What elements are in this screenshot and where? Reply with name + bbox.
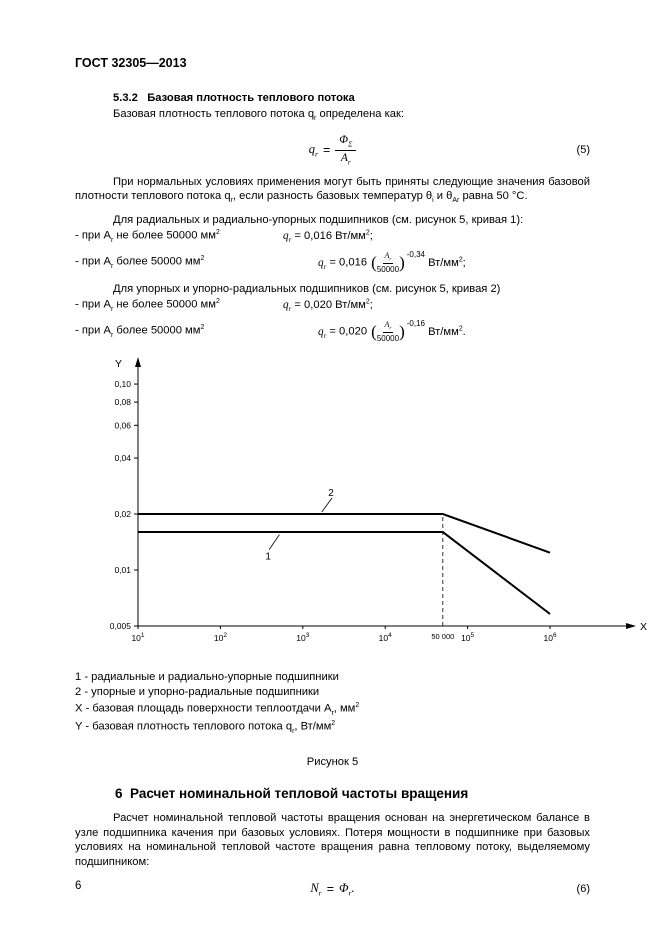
svg-text:Y: Y (114, 357, 122, 370)
document-header: ГОСТ 32305—2013 (75, 56, 187, 70)
condition-row (75, 320, 590, 343)
section-5-3-2-heading: 5.3.2 Базовая плотность теплового потока (113, 92, 355, 104)
condition-row (75, 298, 590, 313)
formula-pre: = 0,020 (326, 325, 368, 338)
exponent: -0,34 (406, 250, 425, 260)
section-6-heading: 6 Расчет номинальной тепловой частоты вращения (115, 786, 469, 802)
condition-text: - при $A_r$ не более 50000 $мм^2$ (75, 229, 220, 245)
svg-text:0,06: 0,06 (114, 419, 131, 430)
radial-intro: Для радиальных и радиально-упорных подшипников (см. рисунок 5, кривая 1): (113, 213, 524, 226)
svg-text:0,01: 0,01 (114, 564, 131, 575)
formula-number: (5) (576, 144, 590, 157)
formula-rest: = 0,016 $Вт/мм^2$; (291, 229, 373, 242)
formula-var: $q_r$ (318, 256, 327, 272)
condition-text: - при $A_r$ более 50000 $мм^2$ (75, 255, 205, 271)
paragraph: При нормальных условиях применения могут быть приняты следующие значения базовой плотности теплового потока $q_r$, если разность базовых температур $\theta_i$ и $\theta_{Ar}$ равна 50 °С. (75, 175, 590, 205)
legend-line: Y - базовая плотность теплового потока $q_r$, $Вт/мм^2$ (75, 719, 336, 735)
formula-post: $Вт/мм^2$; (424, 256, 466, 269)
fraction-numerator: $A_r$ (384, 320, 392, 332)
svg-text:0,02: 0,02 (114, 508, 131, 519)
equals-sign: = (322, 143, 331, 158)
svg-text:0,005: 0,005 (109, 620, 131, 631)
formula-5 (75, 134, 590, 166)
section-6-paragraph: Расчет номинальной тепловой частоты вращения основан на энергетическом балансе в узле подшипника качения при базовых условиях. Потеря мощности в подшипнике при базовых условиях на номинальной тепловой частоте вращения равна тепловому потоку, выделяемому подшипником: (75, 812, 590, 869)
open-paren: ( (371, 252, 377, 272)
svg-text:106: $10^6$ (543, 631, 557, 643)
svg-text:X: X (639, 620, 647, 633)
svg-text:103: $10^3$ (296, 631, 310, 643)
svg-text:0,04: 0,04 (114, 452, 131, 463)
exponent: -0,16 (406, 319, 425, 329)
svg-text:1: 1 (265, 551, 271, 563)
condition-row (75, 251, 590, 274)
condition-formula (318, 251, 466, 274)
formula-number: (6) (576, 882, 590, 895)
condition-text: - при $A_r$ не более 50000 $мм^2$ (75, 298, 220, 314)
formula-fraction (335, 134, 356, 166)
svg-text:2: 2 (328, 487, 334, 499)
svg-text:0,08: 0,08 (114, 396, 131, 407)
inline-fraction (371, 251, 405, 274)
figure-5-chart (90, 356, 647, 656)
thrust-intro: Для упорных и упорно-радиальных подшипников (см. рисунок 5, кривая 2) (113, 282, 501, 295)
condition-row (75, 229, 590, 244)
formula-var: $q_r$ (318, 325, 327, 341)
figure-5 (90, 356, 647, 656)
formula-lhs: $N_r$ (310, 880, 322, 898)
svg-text:0,10: 0,10 (114, 378, 131, 389)
fraction-denominator: 50000 (376, 334, 400, 344)
legend-line: 2 - упорные и упорно-радиальные подшипники (75, 686, 320, 699)
svg-text:104: $10^4$ (378, 631, 392, 643)
formula-rest: = 0,020 $Вт/мм^2$; (291, 298, 373, 311)
close-paren: ) (399, 252, 405, 272)
formula-6 (75, 881, 590, 898)
legend-line: X - базовая площадь поверхности теплоотдачи $A_r$, $мм^2$ (75, 702, 360, 717)
condition-formula (318, 320, 466, 343)
condition-formula (283, 229, 373, 244)
fraction-denominator: $A_r$ (340, 151, 351, 166)
open-paren: ( (371, 321, 377, 341)
fraction-denominator: 50000 (376, 265, 400, 275)
inline-fraction (371, 320, 405, 343)
svg-text:101: $10^1$ (131, 631, 145, 643)
svg-text:102: $10^2$ (213, 631, 227, 643)
formula-lhs: $q_r$ (308, 141, 318, 159)
condition-text: - при $A_r$ более 50000 $мм^2$ (75, 324, 205, 340)
close-paren: ) (399, 321, 405, 341)
formula-rhs: $\Phi_r$. (339, 880, 355, 898)
paragraph: Базовая плотность теплового потока $q_r$ определена как: (113, 108, 404, 123)
fraction-numerator: $A_r$ (384, 251, 392, 263)
equals-sign: = (326, 881, 334, 896)
formula-post: $Вт/мм^2$. (424, 325, 466, 338)
fraction-numerator: $\Phi_\Sigma$ (335, 134, 356, 150)
condition-formula (283, 298, 373, 313)
svg-text:105: $10^5$ (461, 631, 475, 643)
figure-caption: Рисунок 5 (306, 756, 359, 769)
figure-legend (75, 670, 590, 737)
formula-var: $q_r$ (283, 229, 292, 245)
formula-pre: = 0,016 (326, 256, 368, 269)
svg-text:50 000: 50 000 (431, 631, 455, 641)
formula-var: $q_r$ (283, 298, 292, 314)
legend-line: 1 - радиальные и радиально-упорные подшипники (75, 670, 339, 683)
page-number: 6 (75, 880, 82, 892)
